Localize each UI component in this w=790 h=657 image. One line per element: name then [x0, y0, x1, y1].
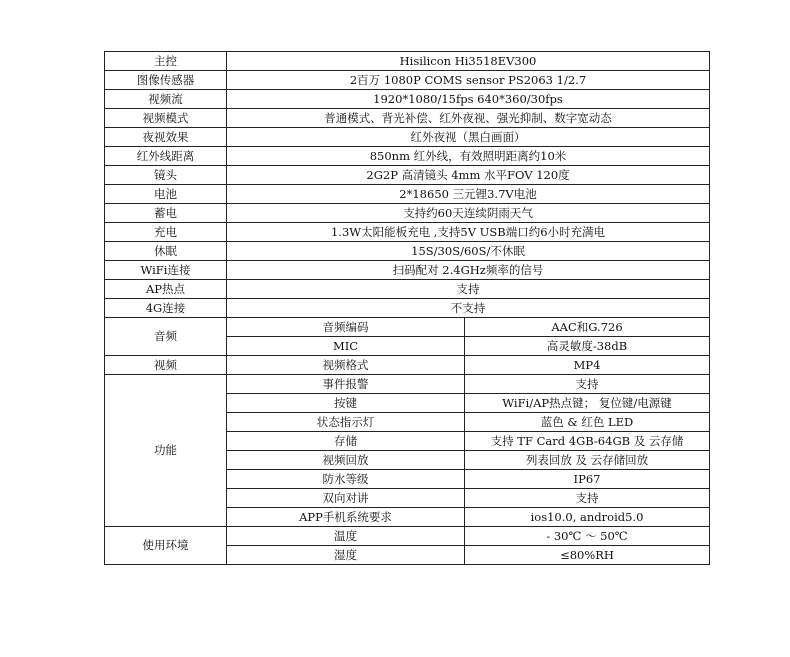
sub-value: - 30℃ ～ 50℃: [465, 527, 710, 546]
sub-value: 支持 TF Card 4GB-64GB 及 云存储: [465, 432, 710, 451]
table-row: [105, 52, 710, 71]
sub-value: AAC和G.726: [465, 318, 710, 337]
row-label: 电池: [105, 185, 227, 204]
row-label: 图像传感器: [105, 71, 227, 90]
sub-key: 存储: [227, 432, 465, 451]
sub-key: APP手机系统要求: [227, 508, 465, 527]
row-value: 支持约60天连续阴雨天气: [227, 204, 710, 223]
sub-value: MP4: [465, 356, 710, 375]
sub-key: 音频编码: [227, 318, 465, 337]
table-row: [105, 166, 710, 185]
table-row: [105, 185, 710, 204]
row-label: 镜头: [105, 166, 227, 185]
sub-value: 支持: [465, 489, 710, 508]
row-label: 夜视效果: [105, 128, 227, 147]
row-value: 普通模式、背光补偿、红外夜视、强光抑制、数字宽动态: [227, 109, 710, 128]
row-value: 扫码配对 2.4GHz频率的信号: [227, 261, 710, 280]
sub-value: 列表回放 及 云存储回放: [465, 451, 710, 470]
spec-table: [104, 51, 710, 565]
row-value: 支持: [227, 280, 710, 299]
table-row: [105, 204, 710, 223]
sub-value: ios10.0, android5.0: [465, 508, 710, 527]
table-row: [105, 71, 710, 90]
table-row: [105, 356, 710, 375]
table-row: [105, 299, 710, 318]
row-label: AP热点: [105, 280, 227, 299]
sub-value: IP67: [465, 470, 710, 489]
row-value: 红外夜视（黑白画面）: [227, 128, 710, 147]
row-value: 2百万 1080P COMS sensor PS2063 1/2.7: [227, 71, 710, 90]
table-row: [105, 90, 710, 109]
sub-value: ≤80%RH: [465, 546, 710, 565]
table-row: [105, 527, 710, 546]
sub-value: 蓝色 & 红色 LED: [465, 413, 710, 432]
sub-key: 事件报警: [227, 375, 465, 394]
sub-key: MIC: [227, 337, 465, 356]
row-label: 充电: [105, 223, 227, 242]
table-row: [105, 261, 710, 280]
table-row: [105, 318, 710, 337]
sub-key: 按键: [227, 394, 465, 413]
table-row: [105, 147, 710, 166]
table-row: [105, 242, 710, 261]
table-row: [105, 280, 710, 299]
sub-key: 视频格式: [227, 356, 465, 375]
row-label: WiFi连接: [105, 261, 227, 280]
sub-value: 支持: [465, 375, 710, 394]
table-row: [105, 375, 710, 394]
row-label: 红外线距离: [105, 147, 227, 166]
sub-key: 双向对讲: [227, 489, 465, 508]
table-row: [105, 109, 710, 128]
row-value: 不支持: [227, 299, 710, 318]
row-value: 1.3W太阳能板充电 ,支持5V USB端口约6小时充满电: [227, 223, 710, 242]
sub-value: WiFi/AP热点键； 复位键/电源键: [465, 394, 710, 413]
group-label-environment: 使用环境: [105, 527, 227, 565]
sub-key: 防水等级: [227, 470, 465, 489]
group-label-function: 功能: [105, 375, 227, 527]
table-row: [105, 223, 710, 242]
row-value: 2*18650 三元锂3.7V电池: [227, 185, 710, 204]
sub-key: 温度: [227, 527, 465, 546]
sub-key: 湿度: [227, 546, 465, 565]
row-value: 15S/30S/60S/不休眠: [227, 242, 710, 261]
sub-key: 视频回放: [227, 451, 465, 470]
row-value: 2G2P 高清镜头 4mm 水平FOV 120度: [227, 166, 710, 185]
row-label: 4G连接: [105, 299, 227, 318]
row-value: Hisilicon Hi3518EV300: [227, 52, 710, 71]
table-row: [105, 128, 710, 147]
row-label: 视频模式: [105, 109, 227, 128]
row-value: 1920*1080/15fps 640*360/30fps: [227, 90, 710, 109]
row-label: 视频流: [105, 90, 227, 109]
sub-key: 状态指示灯: [227, 413, 465, 432]
row-label: 蓄电: [105, 204, 227, 223]
row-label: 休眠: [105, 242, 227, 261]
group-label-video: 视频: [105, 356, 227, 375]
row-label: 主控: [105, 52, 227, 71]
sub-value: 高灵敏度-38dB: [465, 337, 710, 356]
row-value: 850nm 红外线，有效照明距离约10米: [227, 147, 710, 166]
group-label-audio: 音频: [105, 318, 227, 356]
